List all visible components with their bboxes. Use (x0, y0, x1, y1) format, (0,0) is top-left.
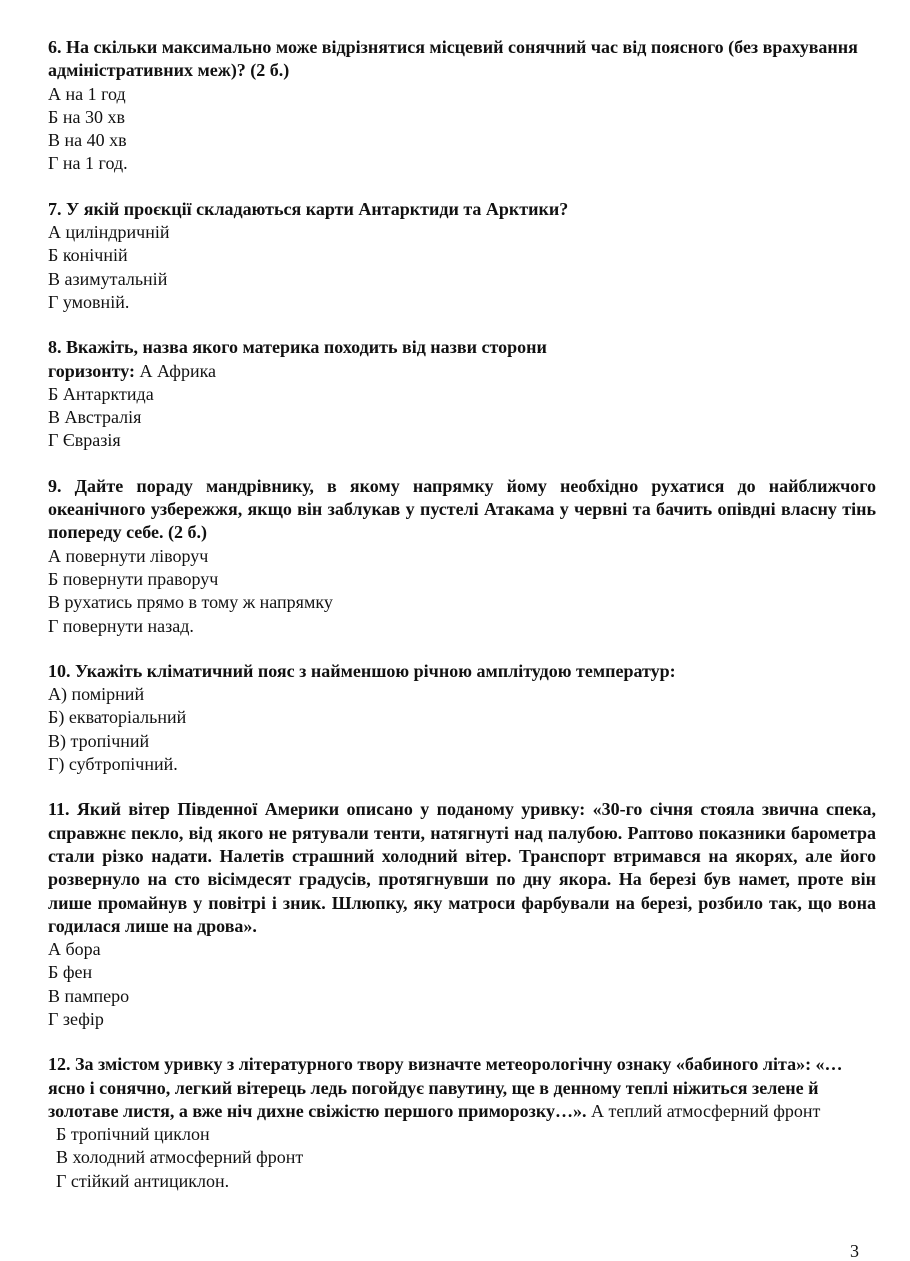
question-12-option-a: А теплий атмосферний фронт (590, 1100, 821, 1121)
question-6-option-a: А на 1 год (48, 83, 126, 104)
question-6 (48, 36, 876, 176)
question-6-option-b: Б на 30 хв (48, 106, 125, 127)
question-8-option-d: Г Євразія (48, 430, 121, 451)
question-10-option-c: В) тропічний (48, 730, 150, 751)
question-11-option-b: Б фен (48, 962, 93, 983)
question-6-option-c: В на 40 хв (48, 130, 127, 151)
question-8-text-line2 (48, 360, 876, 383)
question-6-option-d: Г на 1 год. (48, 153, 128, 174)
question-8-option-a: А Африка (139, 360, 217, 381)
question-10-option-d: Г) субтропічний. (48, 754, 178, 775)
question-12 (48, 1053, 876, 1193)
question-8-option-b: Б Антарктида (48, 383, 154, 404)
page-number: 3 (850, 1241, 859, 1261)
question-11 (48, 798, 876, 1031)
question-8-text-line2-label: горизонту: (48, 360, 135, 381)
question-9-option-c: В рухатись прямо в тому ж напрямку (48, 592, 333, 613)
question-11-option-c: В памперо (48, 985, 130, 1006)
question-7-option-c: В азимутальній (48, 268, 168, 289)
question-12-text-wrapper (48, 1053, 876, 1123)
question-9 (48, 475, 876, 638)
question-8-option-c: В Австралія (48, 407, 142, 428)
question-7-option-a: А циліндричній (48, 222, 170, 243)
question-9-text: 9. Дайте пораду мандрівнику, в якому напрямку йому необхідно рухатися до найближчого океанічного узбережжя, якщо він заблукав у пустелі Атакама у червні та бачить опівдні власну тінь попереду себе. (2 б.) (48, 475, 876, 543)
document-page (48, 36, 876, 1215)
question-9-option-d: Г повернути назад. (48, 615, 194, 636)
question-11-option-d: Г зефір (48, 1008, 104, 1029)
question-7-option-d: Г умовній. (48, 291, 130, 312)
question-12-option-b: Б тропічний циклон (56, 1124, 210, 1145)
question-7 (48, 198, 876, 314)
question-6-text: 6. На скільки максимально може відрізнятися місцевий сонячний час від поясного (без врахування адміністративних меж)? (2 б.) (48, 37, 858, 81)
question-12-option-d: Г стійкий антициклон. (56, 1170, 230, 1191)
question-8-text-line1: 8. Вкажіть, назва якого материка походить від назви сторони (48, 337, 547, 358)
question-12-option-c: В холодний атмосферний фронт (56, 1147, 304, 1168)
question-11-text: 11. Який вітер Південної Америки описано у поданому уривку: «30-го січня стояла звична спека, справжнє пекло, від якого не рятували тенти, натягнуті над палубою. Раптово показники барометра стали різко надати. Налетів страшний холодний вітер. Транспорт втримався на якорях, але його розвернуло на сто вісімдесят градусів, протягнувши по дну якора. На березі був намет, проте він лише промайнув у повітрі і зник. Шлюпку, яку матроси фарбували на березі, розбило так, що вона годилася лише на дрова». (48, 799, 876, 936)
question-7-text: 7. У якій проєкції складаються карти Антарктиди та Арктики? (48, 198, 569, 219)
question-11-option-a: А бора (48, 939, 101, 960)
question-9-option-a: А повернути ліворуч (48, 545, 209, 566)
question-8 (48, 336, 876, 452)
question-7-option-b: Б конічній (48, 245, 128, 266)
question-10-text: 10. Укажіть кліматичний пояс з найменшою річною амплітудою температур: (48, 660, 676, 681)
question-10-option-b: Б) екваторіальний (48, 707, 187, 728)
question-12-text: 12. За змістом уривку з літературного твору визначте метеорологічну ознаку «бабиного літа»: «…ясно і сонячно, легкий вітерець ледь погойдує павутину, ще в денному теплі ніжиться зелене й золотаве листя, а вже ніч дихне свіжістю першого приморозку…». (48, 1054, 843, 1121)
question-10-option-a: А) помірний (48, 684, 145, 705)
question-10 (48, 660, 876, 776)
question-9-option-b: Б повернути праворуч (48, 568, 219, 589)
